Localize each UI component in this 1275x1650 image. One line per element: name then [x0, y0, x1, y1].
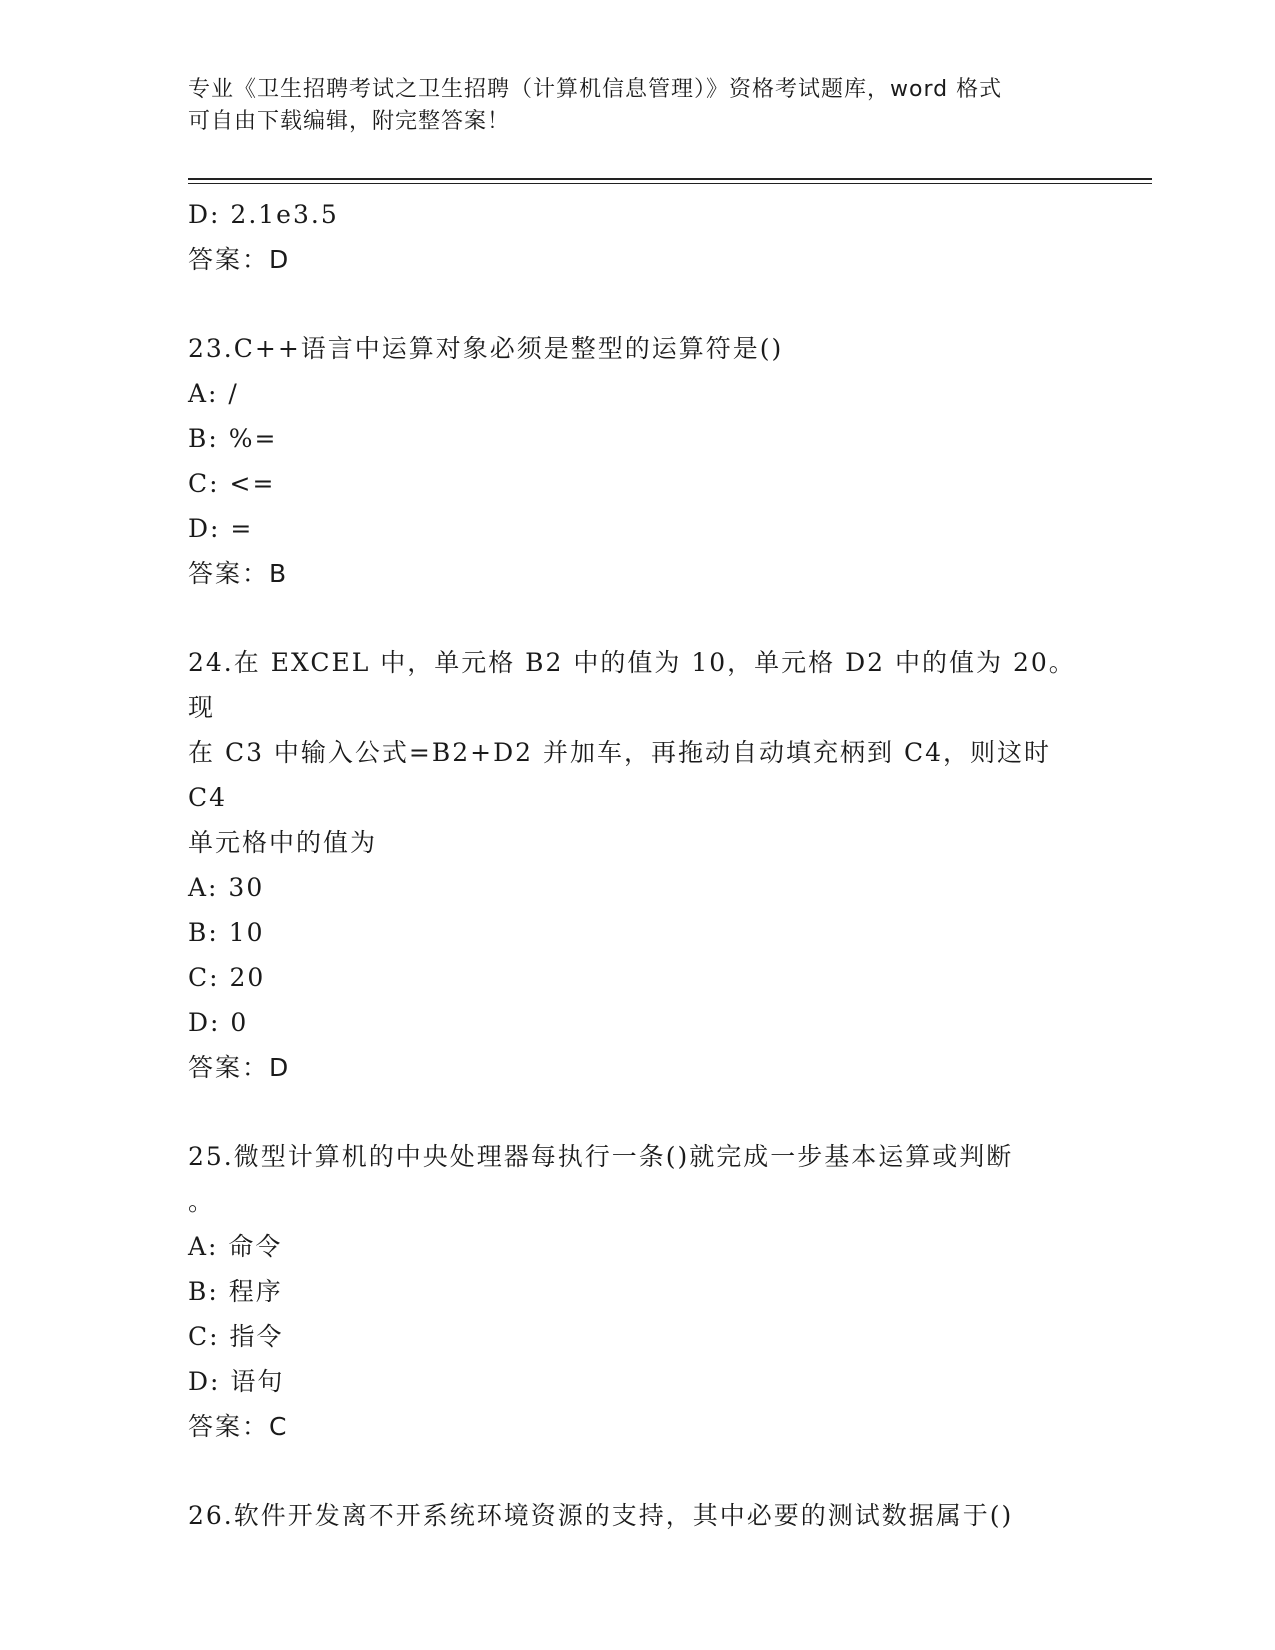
header-rule-thin — [188, 183, 1152, 184]
answer-line: 答案：D — [188, 1053, 291, 1082]
question-25 — [188, 1134, 1088, 1449]
question-text-line: 在 C3 中输入公式=B2+D2 并加车，再拖动自动填充柄到 C4，则这时 C4 — [188, 738, 1051, 812]
question-text-line: 24.在 EXCEL 中，单元格 B2 中的值为 10，单元格 D2 中的值为 20。现 — [188, 648, 1076, 722]
option-b: B: 10 — [188, 918, 265, 947]
carryover-block — [188, 192, 1088, 282]
answer-line: 答案：D — [188, 245, 291, 274]
option-b: B: %= — [188, 424, 278, 453]
question-text: 26.软件开发离不开系统环境资源的支持，其中必要的测试数据属于() — [188, 1501, 1014, 1530]
option-a: A: 30 — [188, 873, 265, 902]
answer-line: 答案：C — [188, 1412, 289, 1441]
option-d: D: 0 — [188, 1008, 249, 1037]
option-a: A: / — [188, 379, 239, 408]
question-26 — [188, 1493, 1088, 1538]
question-23 — [188, 326, 1088, 596]
question-text-line: 。 — [188, 1187, 216, 1216]
question-text-line: 单元格中的值为 — [188, 828, 378, 857]
header-line-2: 可自由下载编辑，附完整答案！ — [188, 109, 511, 134]
option-b: B: 程序 — [188, 1277, 283, 1306]
option-d: D: 语句 — [188, 1367, 285, 1396]
question-text: 23.C++语言中运算对象必须是整型的运算符是() — [188, 334, 784, 363]
header-line-1: 专业《卫生招聘考试之卫生招聘（计算机信息管理）》资格考试题库，word 格式 — [188, 77, 1003, 102]
option-a: A: 命令 — [188, 1232, 283, 1261]
option-c: C: 20 — [188, 963, 266, 992]
document-header — [188, 74, 1068, 138]
answer-line: 答案：B — [188, 559, 289, 588]
question-24 — [188, 640, 1088, 1090]
header-rule-thick — [188, 178, 1152, 180]
option-d: D: = — [188, 514, 254, 543]
question-text-line: 25.微型计算机的中央处理器每执行一条()就完成一步基本运算或判断 — [188, 1142, 1014, 1171]
option-c: C: 指令 — [188, 1322, 284, 1351]
option-c: C: <= — [188, 469, 276, 498]
option-d: D: 2.1e3.5 — [188, 200, 339, 229]
question-content — [188, 192, 1088, 1538]
